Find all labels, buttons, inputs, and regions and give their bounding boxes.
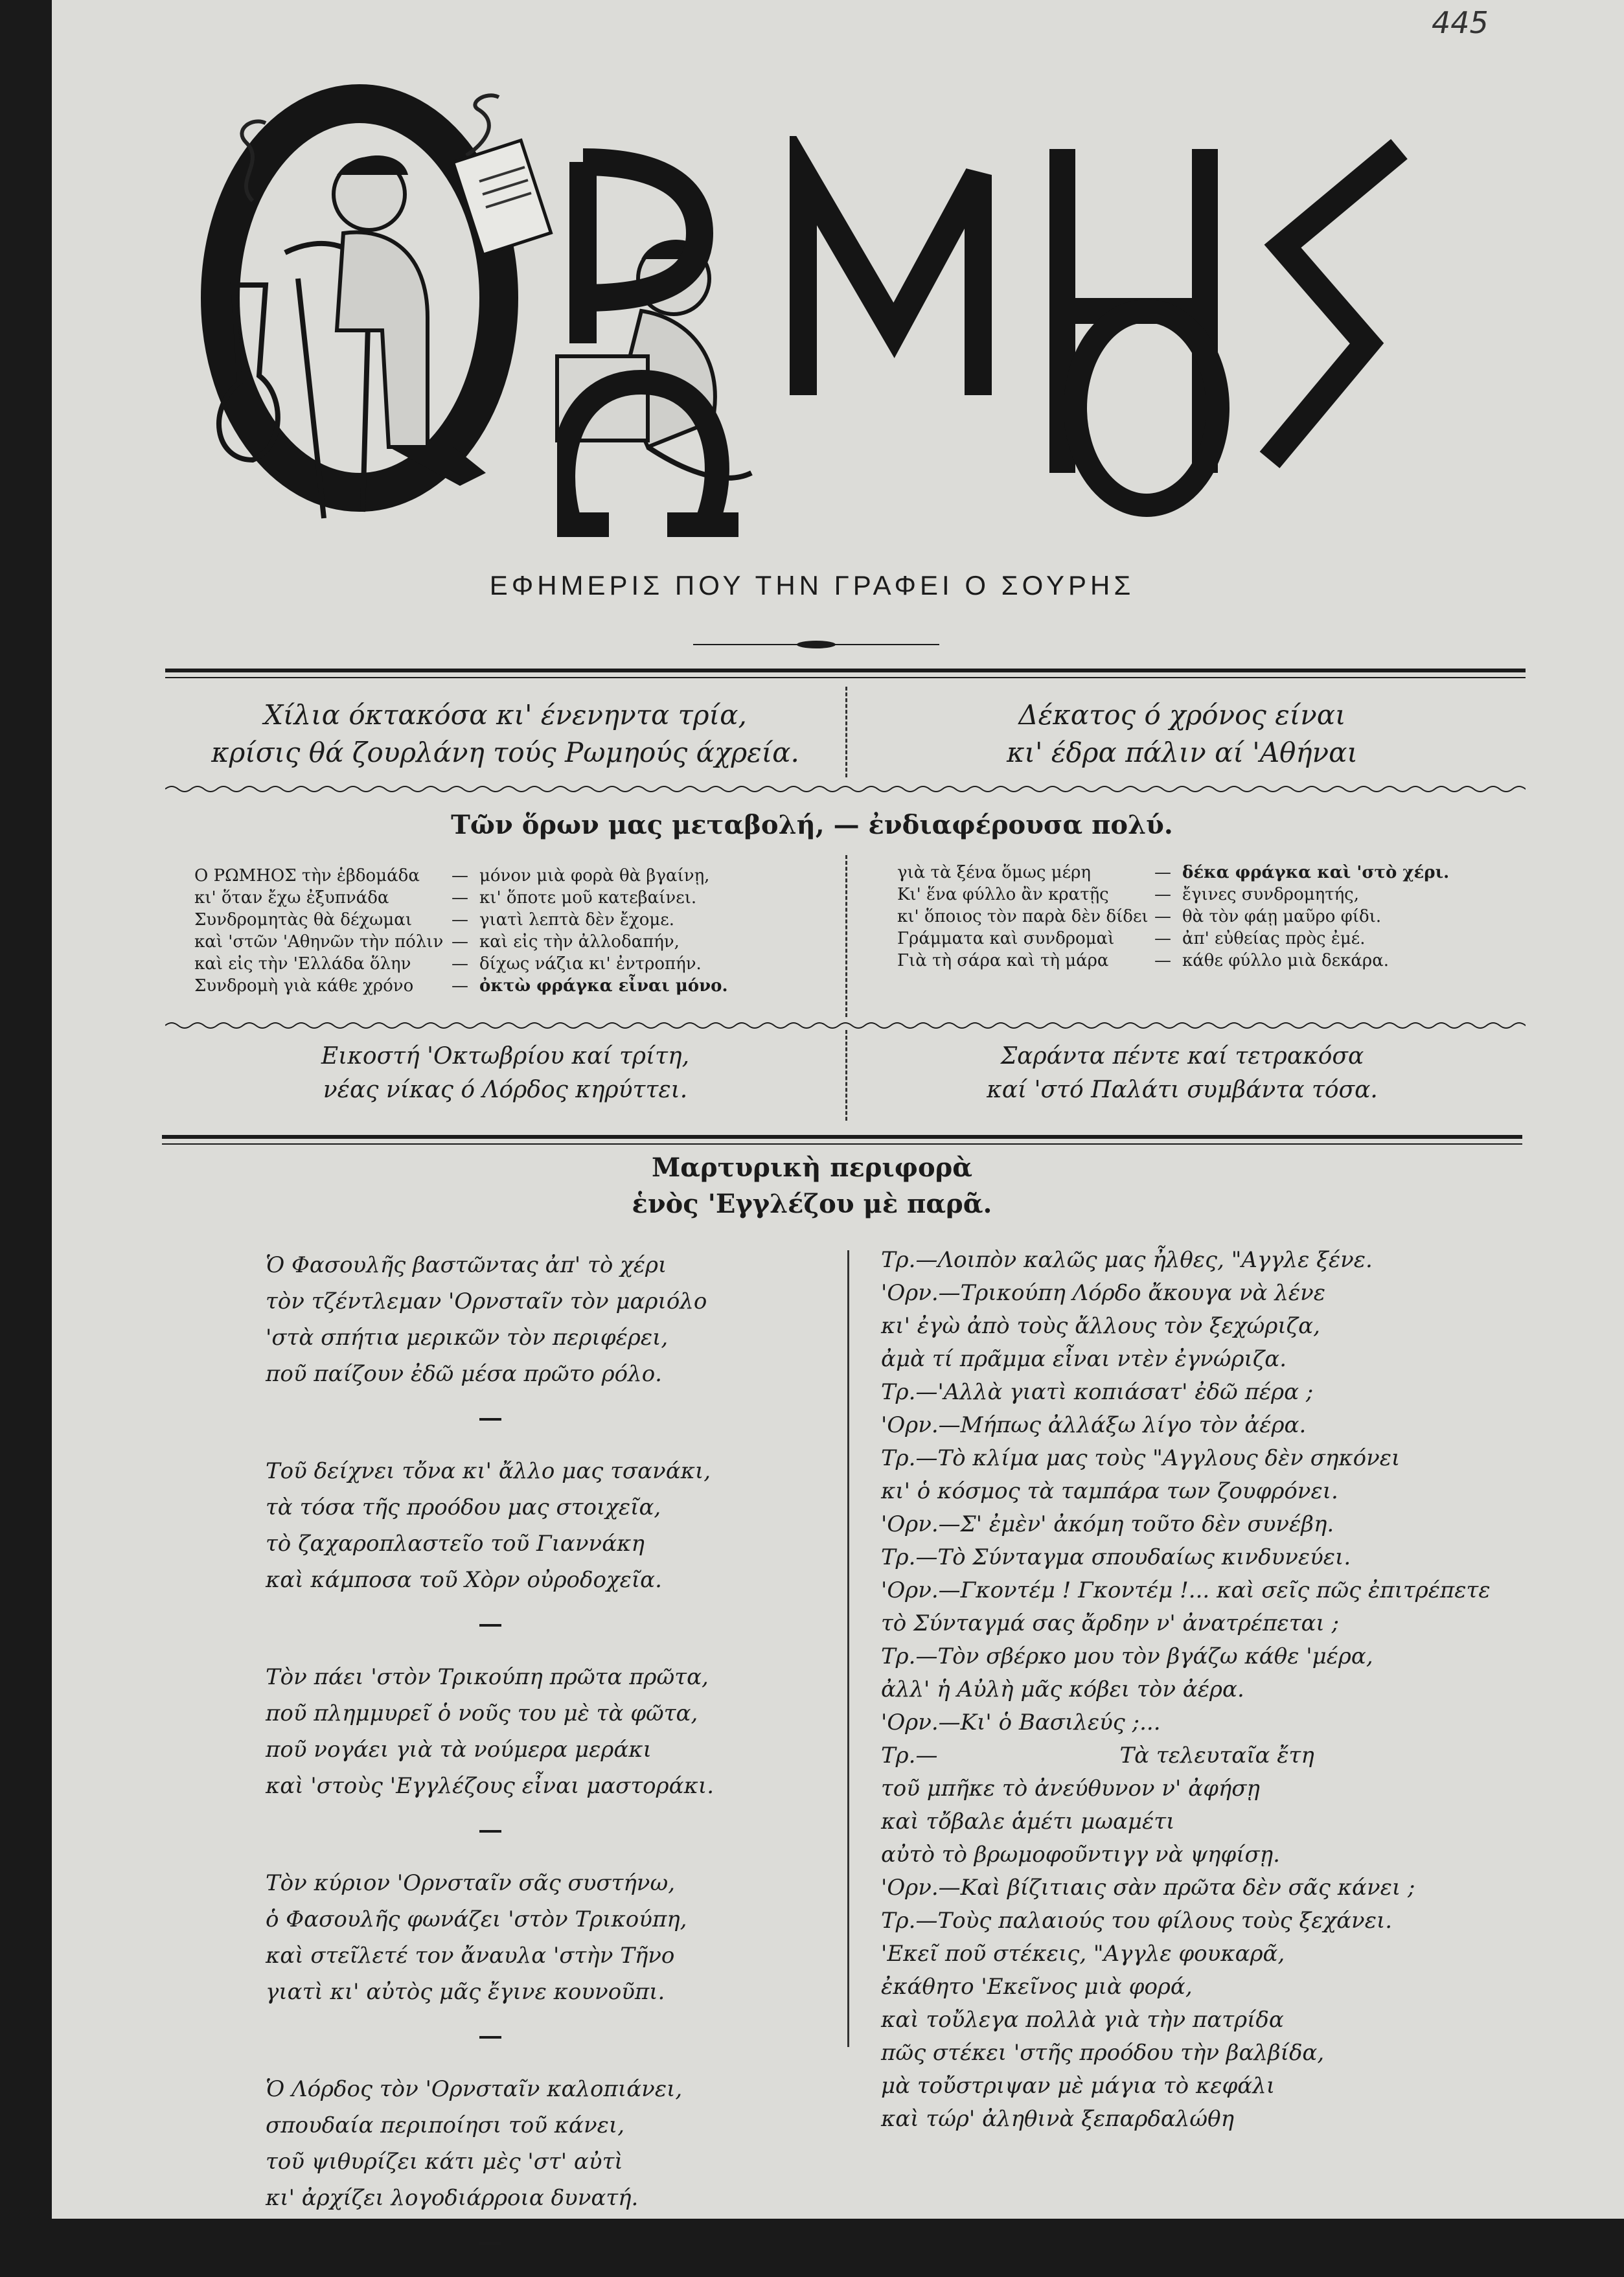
terms-value: ἔγινες συνδρομητής, xyxy=(1182,885,1359,904)
poem-line: τὸν τζέντλεμαν 'Ορνσταῖν τὸν μαριόλο xyxy=(266,1288,707,1314)
dialog-line: Τρ.—Τοὺς παλαιούς του φίλους τοὺς ξεχάνει. xyxy=(881,1908,1393,1934)
terms-row xyxy=(194,909,790,931)
dialog-line: κι' ἐγὼ ἀπὸ τοὺς ἄλλους τὸν ξεχώριζα, xyxy=(881,1313,1320,1339)
terms-row xyxy=(194,953,790,975)
poem-line: Ὁ Λόρδος τὸν 'Ορνσταῖν καλοπιάνει, xyxy=(266,2076,683,2102)
ornament-divider xyxy=(687,638,946,651)
poem-line: καὶ 'στοὺς 'Εγγλέζους εἶναι μαστοράκι. xyxy=(266,1773,715,1799)
terms-dash: — xyxy=(1154,885,1171,904)
terms-value: δίχως νάζια κι' ἐντροπήν. xyxy=(479,954,702,974)
poem-line: κι' ἀρχίζει λογοδιάρροια δυνατή. xyxy=(266,2185,639,2211)
poem-line: σπουδαία περιποίησι τοῦ κάνει, xyxy=(266,2112,625,2138)
terms-dash: — xyxy=(452,866,468,886)
dialog-line: 'Εκεῖ ποῦ στέκεις, "Αγγλε φουκαρᾶ, xyxy=(881,1941,1285,1967)
terms-term: Κι' ἕνα φύλλο ἂν κρατῇς xyxy=(897,885,1109,904)
poem-line: ποῦ νογάει γιὰ τὰ νούμερα μεράκι xyxy=(266,1737,652,1763)
terms-value: θὰ τὸν φάῃ μαῦρο φίδι. xyxy=(1182,907,1382,926)
terms-term: Γιὰ τὴ σάρα καὶ τὴ μάρα xyxy=(897,951,1109,970)
terms-dash: — xyxy=(452,910,468,930)
dialog-line: καὶ τοὔλεγα πολλὰ γιὰ τὴν πατρίδα xyxy=(881,2007,1284,2033)
terms-row xyxy=(194,887,790,909)
stanza-separator xyxy=(479,1830,501,1833)
terms-term: καὶ 'στῶν 'Αθηνῶν τὴν πόλιν xyxy=(194,932,444,952)
poem-column xyxy=(266,1247,784,2277)
stanza-separator xyxy=(479,2242,501,2245)
masthead-title xyxy=(557,136,1425,581)
poem-line: Τοῦ δείχνει τὄνα κι' ἄλλο μας τσανάκι, xyxy=(266,1458,711,1484)
dialog-line: Τρ.—'Αλλὰ γιατὶ κοπιάσατ' ἐδῶ πέρα ; xyxy=(881,1379,1314,1405)
terms-dash: — xyxy=(452,954,468,974)
column-divider xyxy=(847,1250,849,2047)
wavy-divider xyxy=(165,1020,1526,1031)
terms-value: μόνον μιὰ φορὰ θὰ βγαίνῃ, xyxy=(479,866,710,886)
terms-title: Τῶν ὅρων μας μεταβολή, — ἐνδιαφέρουσα πολύ. xyxy=(451,810,1173,840)
banner-line: Δέκατος ό χρόνος είναι xyxy=(1018,699,1346,731)
banner-bottom-right xyxy=(907,1040,1458,1107)
dialog-line: ἀλλ' ἡ Αὐλὴ μᾶς κόβει τὸν ἀέρα. xyxy=(881,1676,1244,1702)
dialog-line: 'Ορν.—Γκοντέμ ! Γκοντέμ !... καὶ σεῖς πῶς ἐπιτρέπετε xyxy=(881,1577,1491,1603)
dialog-line: Τρ.—Τὸ κλίμα μας τοὺς "Αγγλους δὲν σηκόνει xyxy=(881,1445,1401,1471)
poem-line: ὁ Φασουλῆς φωνάζει 'στὸν Τρικούπη, xyxy=(266,1906,687,1932)
terms-value: ὀκτὼ φράγκα εἶναι μόνο. xyxy=(479,976,728,996)
masthead-subtitle: ΕΦΗΜΕΡΙΣ ΠΟΥ ΤΗΝ ΓΡΑΦΕΙ Ο ΣΟΥΡΗΣ xyxy=(489,570,1135,601)
page-number: 445 xyxy=(1432,5,1489,40)
terms-term: Συνδρομὴ γιὰ κάθε χρόνο xyxy=(194,976,414,996)
dialog-line: 'Ορν.—Σ' ἐμὲν' ἀκόμη τοῦτο δὲν συνέβη. xyxy=(881,1511,1334,1537)
stanza-separator xyxy=(479,1418,501,1421)
poem-line: ποῦ πλημμυρεῖ ὁ νοῦς του μὲ τὰ φῶτα, xyxy=(266,1700,698,1726)
dialog-line: ἀμὰ τί πρᾶμμα εἶναι ντὲν ἐγνώριζα. xyxy=(881,1346,1287,1372)
terms-row xyxy=(897,862,1467,884)
poem-line: τοῦ ψιθυρίζει κάτι μὲς 'στ' αὐτὶ xyxy=(266,2149,623,2175)
terms-term: κι' ὅποιος τὸν παρὰ δὲν δίδει xyxy=(897,907,1149,926)
terms-dash: — xyxy=(1154,863,1171,882)
terms-divider xyxy=(845,855,847,1017)
stanza-separator xyxy=(479,2036,501,2039)
dialog-line: 'Ορν.—Καὶ βίζιτιαις σὰν πρῶτα δὲν σᾶς κάνει ; xyxy=(881,1875,1415,1901)
poem-line: Τὸν πάει 'στὸν Τρικούπη πρῶτα πρῶτα, xyxy=(266,1664,709,1690)
poem-line: γιατὶ κι' αὐτὸς μᾶς ἔγινε κουνοῦπι. xyxy=(266,1979,665,2005)
stanza-separator xyxy=(479,1624,501,1627)
terms-value: ἀπ' εὐθείας πρὸς ἐμέ. xyxy=(1182,929,1366,948)
dialog-line: 'Ορν.—Τρικούπη Λόρδο ἄκουγα νὰ λένε xyxy=(881,1280,1326,1306)
terms-row xyxy=(897,906,1467,928)
dialog-line: αὐτὸ τὸ βρωμοφοῦντιγγ νὰ ψηφίσῃ. xyxy=(881,1842,1280,1868)
poem-stanza xyxy=(266,1247,784,1392)
terms-row xyxy=(194,975,790,997)
dialog-line: κι' ὁ κόσμος τὰ ταμπάρα των ζουφρόνει. xyxy=(881,1478,1338,1504)
dialog-line: μὰ τοὔστριψαν μὲ μάγια τὸ κεφάλι xyxy=(881,2073,1275,2099)
banner-line: Εικοστή 'Οκτωβρίου καί τρίτη, xyxy=(321,1043,690,1070)
poem-line: ποῦ παίζουν ἐδῶ μέσα πρῶτο ρόλο. xyxy=(266,1361,662,1387)
terms-term: γιὰ τὰ ξένα ὅμως μέρη xyxy=(897,863,1091,882)
top-rule-thin xyxy=(165,677,1526,678)
terms-left-column xyxy=(194,865,790,997)
masthead-title-lettering xyxy=(557,136,1425,538)
dialog-line: ἐκάθητο 'Εκεῖνος μιὰ φορά, xyxy=(881,1974,1193,2000)
terms-row xyxy=(897,950,1467,972)
dialog-line: Τρ.—Λοιπὸν καλῶς μας ἦλθες, "Αγγλε ξένε. xyxy=(881,1247,1373,1273)
banner-line: Σαράντα πέντε καί τετρακόσα xyxy=(1000,1043,1364,1070)
poem-line: Τὸν κύριον 'Ορνσταῖν σᾶς συστήνω, xyxy=(266,1870,676,1896)
terms-row xyxy=(194,931,790,953)
terms-value: δέκα φράγκα καὶ 'στὸ χέρι. xyxy=(1182,863,1450,882)
terms-dash: — xyxy=(1154,929,1171,948)
banner-line: καί 'στό Παλάτι συμβάντα τόσα. xyxy=(987,1077,1378,1103)
mid-rule-thin xyxy=(162,1143,1522,1145)
banner-line: Χίλια όκτακόσα κι' ένενηντα τρία, xyxy=(264,699,747,731)
terms-dash: — xyxy=(452,888,468,908)
terms-row xyxy=(897,928,1467,950)
terms-value: καὶ εἰς τὴν ἀλλοδαπήν, xyxy=(479,932,680,952)
dialog-line: τοῦ μπῆκε τὸ ἀνεύθυνον ν' ἀφήσῃ xyxy=(881,1776,1260,1802)
terms-value: γιατὶ λεπτὰ δὲν ἔχομε. xyxy=(479,910,675,930)
poem-stanza xyxy=(266,1865,784,2010)
dialog-line: καὶ τώρ' ἀληθινὰ ξεπαρδαλώθη xyxy=(881,2106,1234,2132)
dialog-column xyxy=(881,1244,1491,2136)
poem-line: τὰ τόσα τῆς προόδου μας στοιχεῖα, xyxy=(266,1494,661,1520)
banner-top-left xyxy=(201,696,810,772)
poem-line: καὶ στεῖλετέ τον ἄναυλα 'στὴν Τῆνο xyxy=(266,1943,675,1969)
banner-line: κρίσις θά ζουρλάνη τούς Ρωμηούς άχρεία. xyxy=(211,737,799,768)
poem-stanza xyxy=(266,1453,784,1598)
article-title xyxy=(0,1150,1624,1222)
terms-dash: — xyxy=(452,932,468,952)
terms-row xyxy=(897,884,1467,906)
poem-line: τὸ ζαχαροπλαστεῖο τοῦ Γιαννάκη xyxy=(266,1531,645,1557)
terms-term: καὶ εἰς τὴν 'Ελλάδα ὅλην xyxy=(194,954,411,974)
banner-line: νέας νίκας ό Λόρδος κηρύττει. xyxy=(323,1077,688,1103)
wavy-divider xyxy=(165,784,1526,794)
dialog-line: Τρ.—Τὸν σβέρκο μου τὸν βγάζω κάθε 'μέρα, xyxy=(881,1643,1373,1669)
banner-top-right xyxy=(907,696,1458,772)
dialog-line: τὸ Σύνταγμά σας ἄρδην ν' ἀνατρέπεται ; xyxy=(881,1610,1340,1636)
dialog-line: 'Ορν.—Κι' ὁ Βασιλεύς ;... xyxy=(881,1710,1161,1735)
banner-divider xyxy=(845,687,847,777)
dialog-line: 'Ορν.—Μήπως ἀλλάξω λίγο τὸν ἀέρα. xyxy=(881,1412,1307,1438)
terms-term: κι' ὅταν ἔχω ἐξυπνάδα xyxy=(194,888,389,908)
poem-line: Ὁ Φασουλῆς βαστῶντας ἀπ' τὸ χέρι xyxy=(266,1252,667,1278)
terms-term: Γράμματα καὶ συνδρομαὶ xyxy=(897,929,1115,948)
poem-line: καὶ κάμποσα τοῦ Χὸρν οὐροδοχεῖα. xyxy=(266,1567,662,1593)
article-title-line: Μαρτυρικὴ περιφορὰ xyxy=(651,1152,973,1183)
terms-dash: — xyxy=(452,976,468,996)
dialog-line: Τρ.—Τὸ Σύνταγμα σπουδαίως κινδυνεύει. xyxy=(881,1544,1351,1570)
terms-dash: — xyxy=(1154,907,1171,926)
banner-line: κι' έδρα πάλιν αί 'Αθήναι xyxy=(1007,737,1358,768)
terms-dash: — xyxy=(1154,951,1171,970)
terms-term: Συνδρομητὰς θὰ δέχωμαι xyxy=(194,910,413,930)
terms-right-column xyxy=(897,862,1467,972)
dialog-line: πῶς στέκει 'στῆς προόδου τὴν βαλβίδα, xyxy=(881,2040,1325,2066)
terms-value: κάθε φύλλο μιὰ δεκάρα. xyxy=(1182,951,1390,970)
banner-divider xyxy=(845,1030,847,1121)
poem-stanza xyxy=(266,1659,784,1804)
terms-term: Ο ΡΩΜΗΟΣ τὴν ἑβδομάδα xyxy=(194,866,420,886)
masthead xyxy=(194,84,1425,538)
poem-line: 'στὰ σπήτια μερικῶν τὸν περιφέρει, xyxy=(266,1325,669,1351)
poem-stanza xyxy=(266,2071,784,2216)
banner-bottom-left xyxy=(201,1040,810,1107)
dialog-line: Τρ.— Τὰ τελευταῖα ἔτη xyxy=(881,1743,1314,1768)
dialog-line: καὶ τὄβαλε ἁμέτι μωαμέτι xyxy=(881,1809,1175,1835)
top-rule xyxy=(165,669,1526,672)
article-title-line: ἑνὸς 'Εγγλέζου μὲ παρᾶ. xyxy=(632,1189,992,1219)
terms-value: κι' ὅποτε μοῦ κατεβαίνει. xyxy=(479,888,697,908)
terms-row xyxy=(194,865,790,887)
mid-rule xyxy=(162,1135,1522,1139)
